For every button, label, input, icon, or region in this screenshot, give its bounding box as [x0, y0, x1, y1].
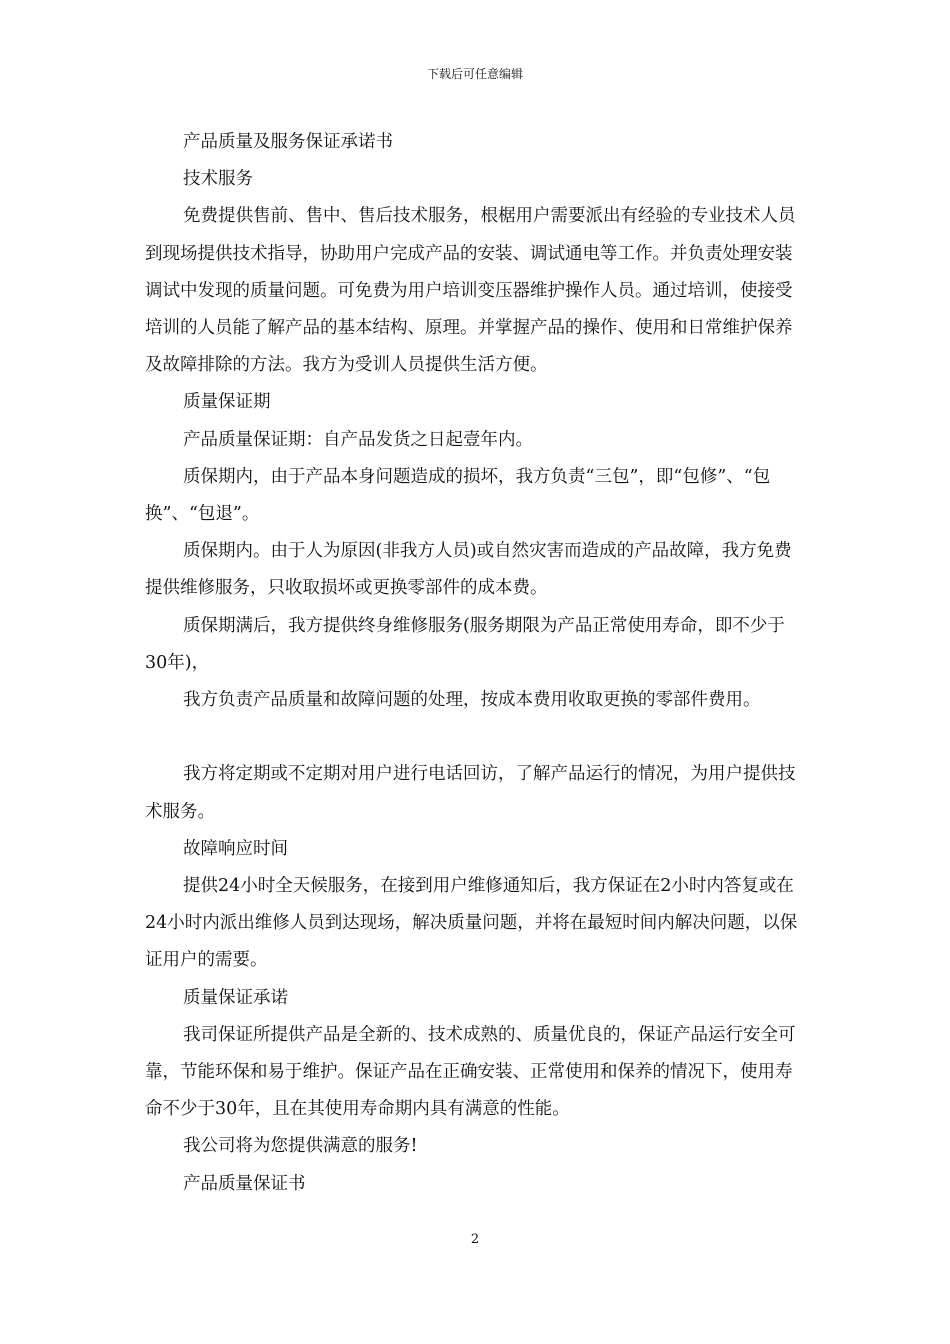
paragraph-after-warranty: 质保期满后，我方提供终身维修服务(服务期限为产品正常使用寿命，即不少于30年)， — [145, 615, 785, 673]
section-heading-response-time: 故障响应时间 — [183, 838, 288, 859]
blank-line — [145, 719, 807, 756]
paragraph-response-time: 提供24小时全天候服务，在接到用户维修通知后，我方保证在2小时内答复或在24小时内派出维修人员到达现场，解决质量问题，并将在最短时间内解决问题，以保证用户的需要。 — [145, 876, 798, 971]
document-body — [145, 124, 807, 1203]
page-header: 下载后可任意编辑 — [426, 67, 523, 81]
section-heading-technical-service: 技术服务 — [183, 169, 253, 190]
document-title: 产品质量及服务保证承诺书 — [183, 132, 393, 152]
paragraph-technical-service: 免费提供售前、售中、售后技术服务，根椐用户需要派出有经验的专业技术人员到现场提供技术指导，协助用户完成产品的安装、调试通电等工作。并负责处理安装调试中发现的质量问题。可免费为用户培训变压器维护操作人员。通过培训，使接受培训的人员能了解产品的基本结构、原理。并掌握产品的操作、使用和日常维护保养及故障排除的方法。我方为受训人员提供生活方便。 — [145, 206, 796, 376]
paragraph-quality-commitment: 我司保证所提供产品是全新的、技术成熟的、质量优良的，保证产品运行安全可靠，节能环保和易于维护。保证产品在正确安装、正常使用和保养的情况下，使用寿命不少于30年，且在其使用寿命期内具有满意的性能。 — [145, 1024, 796, 1120]
section-heading-quality-commitment: 质量保证承诺 — [183, 987, 288, 1008]
paragraph-satisfaction: 我公司将为您提供满意的服务! — [183, 1136, 418, 1157]
paragraph-cost-handling: 我方负责产品质量和故障问题的处理，按成本费用收取更换的零部件费用。 — [183, 690, 761, 711]
paragraph-phone-followup: 我方将定期或不定期对用户进行电话回访，了解产品运行的情况，为用户提供技术服务。 — [145, 764, 796, 822]
section-heading-quality-certificate: 产品质量保证书 — [183, 1173, 306, 1194]
paragraph-warranty-period: 产品质量保证期：自产品发货之日起壹年内。 — [183, 429, 533, 450]
paragraph-three-guarantees: 质保期内，由于产品本身问题造成的损坏，我方负责“三包”，即“包修”、“包换”、“包退”。 — [145, 466, 771, 525]
paragraph-human-factors: 质保期内。由于人为原因(非我方人员)或自然灾害而造成的产品故障，我方免费提供维修服务，只收取损坏或更换零部件的成本费。 — [145, 541, 792, 599]
page-number: 2 — [470, 1232, 480, 1247]
section-heading-warranty-period: 质量保证期 — [183, 392, 271, 413]
